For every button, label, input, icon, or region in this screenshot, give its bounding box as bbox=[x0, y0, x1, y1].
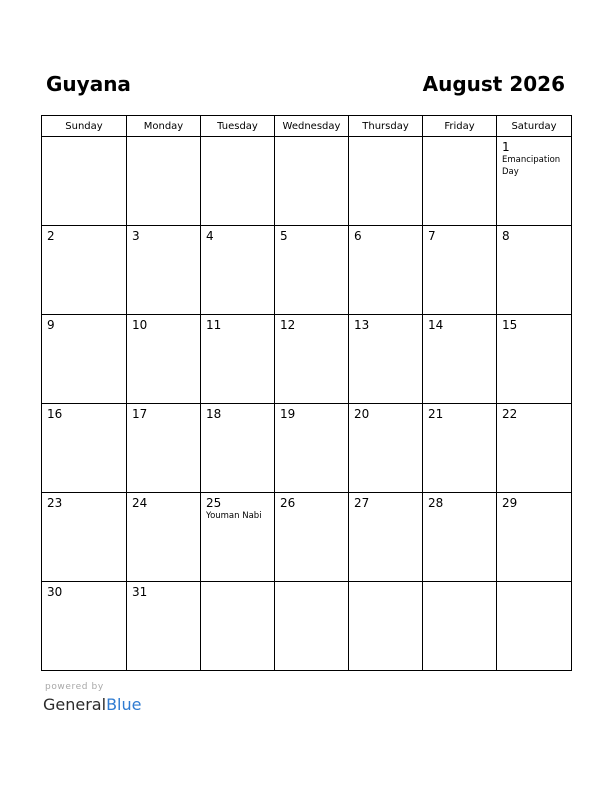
day-cell[interactable] bbox=[349, 582, 423, 671]
week-row bbox=[42, 404, 572, 493]
day-cell[interactable] bbox=[497, 582, 572, 671]
footer-branding bbox=[43, 682, 141, 716]
weekday-header-tuesday: Tuesday bbox=[201, 116, 275, 137]
day-cell[interactable] bbox=[127, 404, 201, 493]
brand-blue-text: Blue bbox=[106, 695, 142, 714]
day-cell[interactable] bbox=[349, 404, 423, 493]
day-cell[interactable] bbox=[275, 404, 349, 493]
day-cell[interactable] bbox=[42, 404, 127, 493]
day-cell[interactable] bbox=[127, 137, 201, 226]
weekday-header-monday: Monday bbox=[127, 116, 201, 137]
day-number: 24 bbox=[132, 496, 148, 510]
day-cell[interactable] bbox=[423, 315, 497, 404]
day-number: 18 bbox=[206, 407, 222, 421]
day-number: 29 bbox=[502, 496, 518, 510]
calendar-grid bbox=[41, 115, 572, 671]
day-number: 17 bbox=[132, 407, 148, 421]
country-title: Guyana bbox=[46, 72, 131, 96]
day-cell[interactable] bbox=[275, 226, 349, 315]
day-number: 27 bbox=[354, 496, 370, 510]
day-cell[interactable] bbox=[423, 137, 497, 226]
day-cell[interactable] bbox=[42, 315, 127, 404]
day-number: 11 bbox=[206, 318, 222, 332]
day-number: 5 bbox=[280, 229, 288, 243]
day-cell[interactable] bbox=[42, 493, 127, 582]
day-cell[interactable] bbox=[497, 226, 572, 315]
week-row bbox=[42, 226, 572, 315]
day-cell[interactable] bbox=[349, 137, 423, 226]
brand-general-text: General bbox=[43, 695, 107, 714]
day-cell[interactable] bbox=[127, 493, 201, 582]
day-number: 31 bbox=[132, 585, 148, 599]
day-cell[interactable] bbox=[42, 226, 127, 315]
generalblue-logo[interactable] bbox=[43, 694, 141, 716]
day-cell[interactable] bbox=[497, 137, 572, 226]
day-number: 15 bbox=[502, 318, 518, 332]
day-cell[interactable] bbox=[497, 404, 572, 493]
day-cell[interactable] bbox=[127, 582, 201, 671]
day-number: 25 bbox=[206, 496, 222, 510]
day-number: 6 bbox=[354, 229, 362, 243]
day-cell[interactable] bbox=[423, 493, 497, 582]
day-number: 26 bbox=[280, 496, 296, 510]
day-cell[interactable] bbox=[201, 493, 275, 582]
day-cell[interactable] bbox=[349, 493, 423, 582]
day-number: 3 bbox=[132, 229, 140, 243]
weekday-header-saturday: Saturday bbox=[497, 116, 572, 137]
week-row bbox=[42, 137, 572, 226]
day-number: 12 bbox=[280, 318, 296, 332]
powered-by-label: powered by bbox=[45, 682, 104, 692]
day-cell[interactable] bbox=[275, 493, 349, 582]
weekday-header-sunday: Sunday bbox=[42, 116, 127, 137]
week-row bbox=[42, 582, 572, 671]
day-cell[interactable] bbox=[127, 226, 201, 315]
day-number: 30 bbox=[47, 585, 63, 599]
day-number: 7 bbox=[428, 229, 436, 243]
day-cell[interactable] bbox=[349, 226, 423, 315]
day-number: 19 bbox=[280, 407, 296, 421]
day-cell[interactable] bbox=[423, 582, 497, 671]
day-cell[interactable] bbox=[497, 493, 572, 582]
day-number: 9 bbox=[47, 318, 55, 332]
day-number: 14 bbox=[428, 318, 444, 332]
holiday-label: Youman Nabi bbox=[206, 511, 262, 521]
day-cell[interactable] bbox=[201, 582, 275, 671]
day-cell[interactable] bbox=[275, 315, 349, 404]
day-cell[interactable] bbox=[275, 137, 349, 226]
day-number: 28 bbox=[428, 496, 444, 510]
day-cell[interactable] bbox=[349, 315, 423, 404]
day-number: 21 bbox=[428, 407, 444, 421]
day-number: 22 bbox=[502, 407, 518, 421]
day-cell[interactable] bbox=[423, 226, 497, 315]
day-number: 10 bbox=[132, 318, 148, 332]
day-cell[interactable] bbox=[275, 582, 349, 671]
month-title: August 2026 bbox=[422, 72, 565, 96]
day-number: 20 bbox=[354, 407, 370, 421]
holiday-label: Emancipation Day bbox=[502, 155, 561, 177]
day-cell[interactable] bbox=[423, 404, 497, 493]
day-number: 16 bbox=[47, 407, 63, 421]
day-cell[interactable] bbox=[127, 315, 201, 404]
day-cell[interactable] bbox=[201, 404, 275, 493]
weekday-header-row bbox=[42, 116, 572, 137]
day-number: 1 bbox=[502, 140, 510, 154]
day-cell[interactable] bbox=[42, 582, 127, 671]
week-row bbox=[42, 493, 572, 582]
day-number: 23 bbox=[47, 496, 63, 510]
weekday-header-thursday: Thursday bbox=[349, 116, 423, 137]
weekday-header-wednesday: Wednesday bbox=[275, 116, 349, 137]
weekday-header-friday: Friday bbox=[423, 116, 497, 137]
day-number: 13 bbox=[354, 318, 370, 332]
day-number: 2 bbox=[47, 229, 55, 243]
day-cell[interactable] bbox=[201, 137, 275, 226]
day-cell[interactable] bbox=[201, 315, 275, 404]
day-cell[interactable] bbox=[497, 315, 572, 404]
day-number: 8 bbox=[502, 229, 510, 243]
day-cell[interactable] bbox=[42, 137, 127, 226]
day-number: 4 bbox=[206, 229, 214, 243]
week-row bbox=[42, 315, 572, 404]
day-cell[interactable] bbox=[201, 226, 275, 315]
